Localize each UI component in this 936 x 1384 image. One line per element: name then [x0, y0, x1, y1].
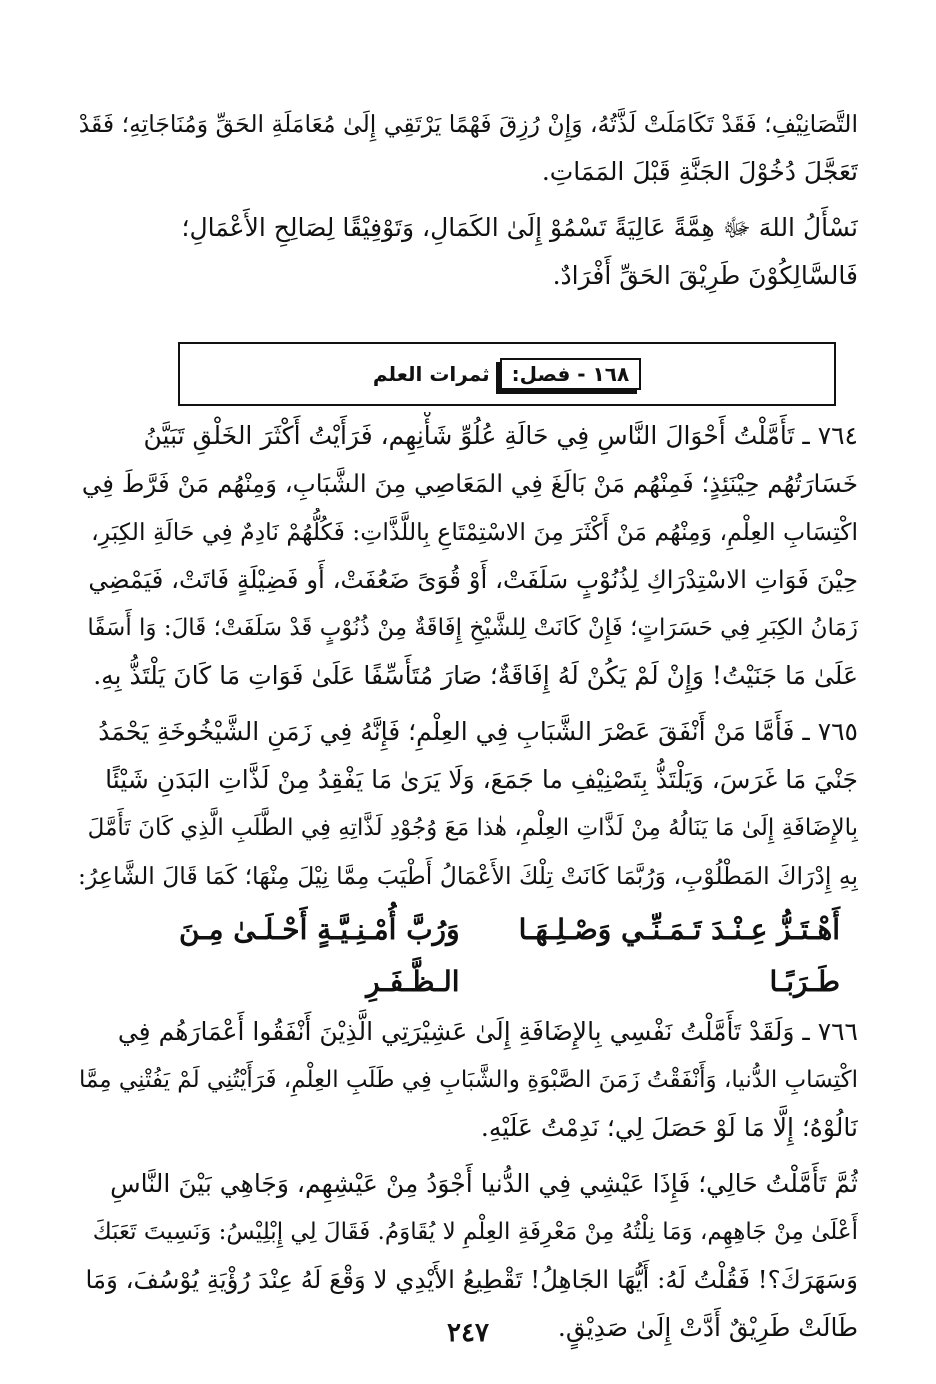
text-line: زَمَانُ الكِبَرِ فِي حَسَرَاتٍ؛ فَإِنْ كَانَتْ لِلشَّيْخِ إِفَاقَةٌ مِنْ ذُنُوْبٍ قَدْ سَلَفَتْ؛ قَالَ: وَا أَسَفًا [87, 615, 858, 641]
text-line: نَسْأَلُ اللهَ ﷻ هِمَّةً عَالِيَةً تَسْمُوْ إِلَىٰ الكَمَالِ، وَتَوْفِيْقًا لِصَالِحِ الأَعْمَالِ؛ [181, 213, 858, 242]
poetry-verse [78, 900, 858, 1008]
verse-right-hemistich: أَهْـتَـزُّ عِـنْـدَ تَـمَـنِّـي وَصْـلِـهَـا طَـرَبًـا [518, 913, 840, 998]
top-text-block [78, 100, 858, 300]
verse-left-hemistich: وَرُبَّ أُمْـنِـيَّـةٍ أَحْـلَـىٰ مِـنَ الـظَّـفَـرِ [179, 913, 460, 998]
paragraph-766 [78, 1008, 858, 1152]
paragraph-1 [78, 100, 858, 196]
paragraph-764 [78, 412, 858, 700]
bottom-text-block [78, 1008, 858, 1352]
paragraph-2 [78, 204, 858, 300]
text-line: فَالسَّالِكُوْنَ طَرِيْقَ الحَقِّ أَفْرَادٌ. [552, 261, 858, 290]
text-line: نَالُوْهُ؛ إِلَّا مَا لَوْ حَصَلَ لِي؛ نَدِمْتُ عَلَيْهِ. [480, 1113, 858, 1142]
text-line: ٧٦٥ ـ فَأَمَّا مَنْ أَنْفَقَ عَصْرَ الشَّبَابِ فِي العِلْمِ؛ فَإِنَّهُ فِي زَمَنِ الشَّيْخُوخَةِ يَحْمَدُ [98, 717, 858, 746]
text-line: ٧٦٤ ـ تَأَمَّلْتُ أَحْوَالَ النَّاسِ فِي حَالَةِ عُلُوِّ شَأْنِهِم، فَرَأَيْتُ أَكْثَرَ الخَلْقِ تَبَيَّنُ [143, 421, 858, 450]
text-line: اكْتِسَابِ الدُّنيا، وَأَنْفَقْتُ زَمَنَ الصَّبْوَةِ والشَّبَابِ فِي طَلَبِ العِلْمِ، فَرَأَيْتُنِي لَمْ يَفُتْنِي مِمَّا [78, 1067, 858, 1093]
text-line: اكْتِسَابِ العِلْمِ، وَمِنْهُم مَنْ أَكْثَرَ مِنَ الاسْتِمْتَاعِ بِاللَّذَّاتِ: فَكُلُّهُمْ نَادِمٌ فِي حَالَةِ الكِبَرِ، [91, 518, 858, 546]
page-number: ٢٤٧ [447, 1318, 489, 1348]
section-number: ١٦٨ - فصل: [500, 358, 642, 390]
text-line: أَعْلَىٰ مِنْ جَاهِهِم، وَمَا نِلْتُهُ مِنْ مَعْرِفَةِ العِلْمِ لا يُقَاوَمُ. فَقَالَ لِي إِبْلِيْسُ: وَنَسِيتَ تَعَبَكَ [92, 1219, 858, 1245]
text-line: خَسَارَتُهُم حِيْنَئِذٍ؛ فَمِنْهُم مَنْ بَالَغَ فِي المَعَاصِي مِنَ الشَّبَابِ، وَمِنْهُم مَنْ فَرَّطَ فِي [81, 469, 858, 498]
section-heading-box [178, 342, 836, 406]
text-line: بِالإِضَافَةِ إِلَىٰ مَا يَنَالُهُ مِنْ لَذَّاتِ العِلْمِ، هٰذا مَعَ وُجُوْدِ لَذَّاتِهِ فِي الطَّلَبِ الَّذِي كَانَ تَأَمَّلَ [87, 815, 858, 841]
paragraph-765 [78, 708, 858, 900]
section-title: ثمرات العلم [372, 362, 490, 386]
text-line: ثُمَّ تَأَمَّلْتُ حَالِي؛ فَإِذَا عَيْشِي فِي الدُّنيا أَجْوَدُ مِنْ عَيْشِهِم، وَجَاهِي بَيْنَ النَّاسِ [110, 1169, 858, 1198]
text-line: طَالَتْ طَرِيْقٌ أَدَّتْ إِلَىٰ صَدِيْقٍ. [557, 1313, 858, 1342]
text-line: وَسَهَرَكَ؟! فَقُلْتُ لَهُ: أَيُّهَا الجَاهِلُ! تَقْطِيعُ الأَيْدِي لا وَقْعَ لَهُ عِنْدَ رُؤْيَةِ يُوْسُفَ، وَمَا [85, 1265, 858, 1294]
text-line: ٧٦٦ ـ وَلَقَدْ تَأَمَّلْتُ نَفْسِي بِالإِضَافَةِ إِلَىٰ عَشِيْرَتِي الَّذِيْنَ أَنْفَقُوا أَعْمَارَهُم فِي [117, 1017, 858, 1046]
text-line: التَّصَانِيْفِ؛ فَقَدْ تَكَامَلَتْ لَذَّتُهُ، وَإِنْ رُزِقَ فَهْمًا يَرْتَقِي إِلَىٰ مُعَامَلَةِ الحَقِّ وَمُنَاجَاتِهِ؛ فَقَدْ [78, 110, 858, 138]
text-line: بِهِ إِدْرَاكَ المَطْلُوْبِ، وَرُبَّمَا كَانَتْ تِلْكَ الأَعْمَالُ أَطْيَبَ مِمَّا نِيْلَ مِنْهَا؛ كَمَا قَالَ الشَّاعِرُ: [78, 862, 858, 890]
text-line: عَلَىٰ مَا جَنَيْتُ! وَإِنْ لَمْ يَكُنْ لَهُ إِفَاقَةٌ؛ صَارَ مُتَأَسِّفًا عَلَىٰ فَوَاتِ مَا كَانَ يَلْتَذُّ بِهِ. [93, 661, 858, 690]
main-text-block [78, 412, 858, 900]
text-line: تَعَجَّلَ دُخُوْلَ الجَنَّةِ قَبْلَ المَمَاتِ. [541, 157, 858, 186]
text-line: جَنْيَ مَا غَرَسَ، وَيَلْتَذُّ بِتَصْنِيْفِ ما جَمَعَ، وَلَا يَرَىٰ مَا يَفْقِدُ مِنْ لَذَّاتِ البَدَنِ شَيْئًا [105, 765, 858, 794]
text-line: حِيْنَ فَوَاتِ الاسْتِدْرَاكِ لِذُنُوْبٍ سَلَفَتْ، أَوْ قُوَىً ضَعُفَتْ، أَو فَضِيْلَةٍ فَاتَتْ، فَيَمْضِي [88, 565, 858, 594]
